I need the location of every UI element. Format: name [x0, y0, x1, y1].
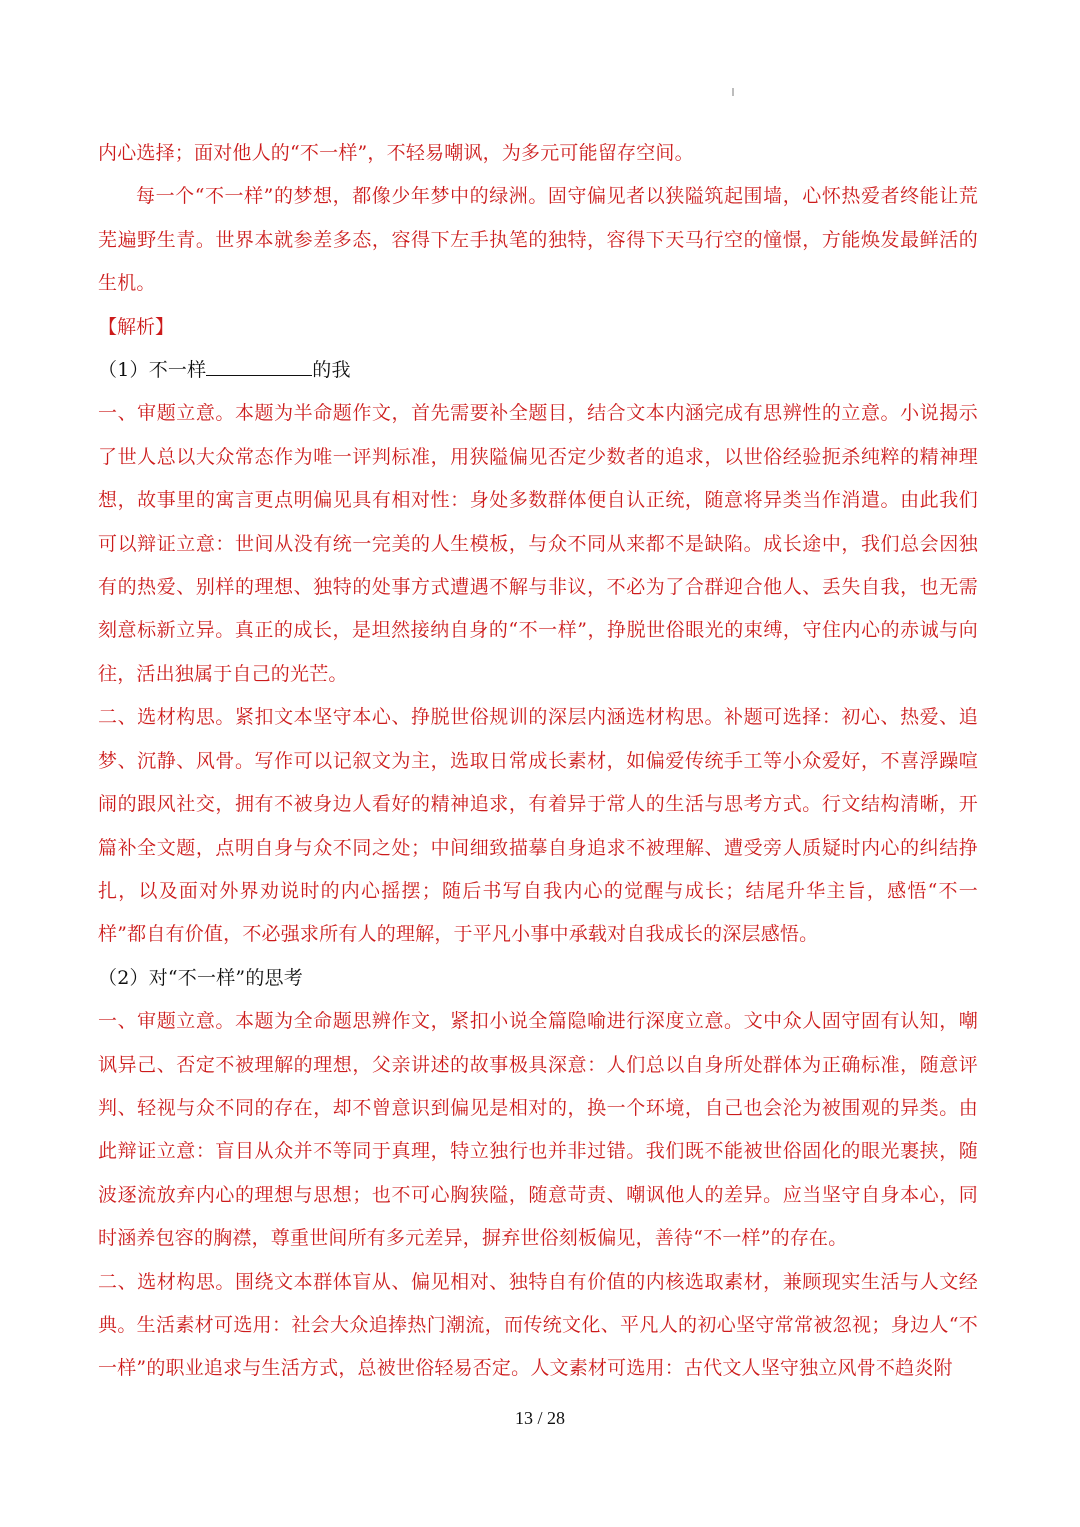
question-1-topic-analysis: 一、审题立意。本题为半命题作文，首先需要补全题目，结合文本内涵完成有思辨性的立意。小说揭示了世人总以大众常态作为唯一评判标准，用狭隘偏见否定少数者的追求，以世俗经验扼杀纯粹的精神理想，故事里的寓言更点明偏见具有相对性：身处多数群体便自认正统，随意将异类当作消遣。由此我们可以辩证立意：世间从没有统一完美的人生模板，与众不同从来都不是缺陷。成长途中，我们总会因独有的热爱、别样的理想、独特的处事方式遭遇不解与非议，不必为了合群迎合他人、丢失自我，也无需刻意标新立异。真正的成长，是坦然接纳自身的“不一样”，挣脱世俗眼光的束缚，守住内心的赤诚与向往，活出独属于自己的光芒。 [98, 402, 978, 685]
question-1-label-prefix: （1）不一样 [98, 359, 207, 382]
question-1-material-selection: 二、选材构思。紧扣文本坚守本心、挣脱世俗规训的深层内涵选材构思。补题可选择：初心、热爱、追梦、沉静、风骨。写作可以记叙文为主，选取日常成长素材，如偏爱传统手工等小众爱好，不喜浮躁喧闹的跟风社交，拥有不被身边人看好的精神追求，有着异于常人的生活与思考方式。行文结构清晰，开篇补全文题，点明自身与众不同之处；中间细致描摹自身追求不被理解、遭受旁人质疑时内心的纠结挣扎，以及面对外界劝说时的内心摇摆；随后书写自我内心的觉醒与成长；结尾升华主旨，感悟“不一样”都自有价值，不必强求所有人的理解，于平凡小事中承载对自我成长的深层感悟。 [98, 706, 978, 946]
paragraph-conclusion: 每一个“不一样”的梦想，都像少年梦中的绿洲。固守偏见者以狭隘筑起围墙，心怀热爱者终能让荒芜遍野生青。世界本就参差多态，容得下左手执笔的独特，容得下天马行空的憧憬，方能焕发最鲜活的生机。 [98, 185, 978, 295]
question-2-material-selection: 二、选材构思。围绕文本群体盲从、偏见相对、独特自有价值的内核选取素材，兼顾现实生活与人文经典。生活素材可选用：社会大众追捧热门潮流，而传统文化、平凡人的初心坚守常常被忽视；身边人“不一样”的职业追求与生活方式，总被世俗轻易否定。人文素材可选用：古代文人坚守独立风骨不趋炎附 [98, 1270, 978, 1380]
question-1-label [98, 349, 978, 392]
page-number: 13 / 28 [514, 1408, 565, 1428]
question-1-label-suffix: 的我 [312, 359, 351, 382]
document-body [98, 132, 978, 1391]
question-2-topic-analysis: 一、审题立意。本题为全命题思辨作文，紧扣小说全篇隐喻进行深度立意。文中众人固守固有认知，嘲讽异己、否定不被理解的理想，父亲讲述的故事极具深意：人们总以自身所处群体为正确标准，随意评判、轻视与众不同的存在，却不曾意识到偏见是相对的，换一个环境，自己也会沦为被围观的异类。由此辩证立意：盲目从众并不等同于真理，特立独行也并非过错。我们既不能被世俗固化的眼光裹挟，随波逐流放弃内心的理想与思想；也不可心胸狭隘，随意苛责、嘲讽他人的差异。应当坚守自身本心，同时涵养包容的胸襟，尊重世间所有多元差异，摒弃世俗刻板偏见，善待“不一样”的存在。 [98, 1010, 978, 1250]
paragraph-continuation: 内心选择；面对他人的“不一样”，不轻易嘲讽，为多元可能留存空间。 [98, 142, 694, 164]
fill-in-blank-line [206, 357, 312, 376]
question-2-label: （2）对“不一样”的思考 [98, 966, 303, 989]
analysis-heading: 【解析】 [98, 315, 175, 338]
corner-mark [732, 88, 734, 96]
